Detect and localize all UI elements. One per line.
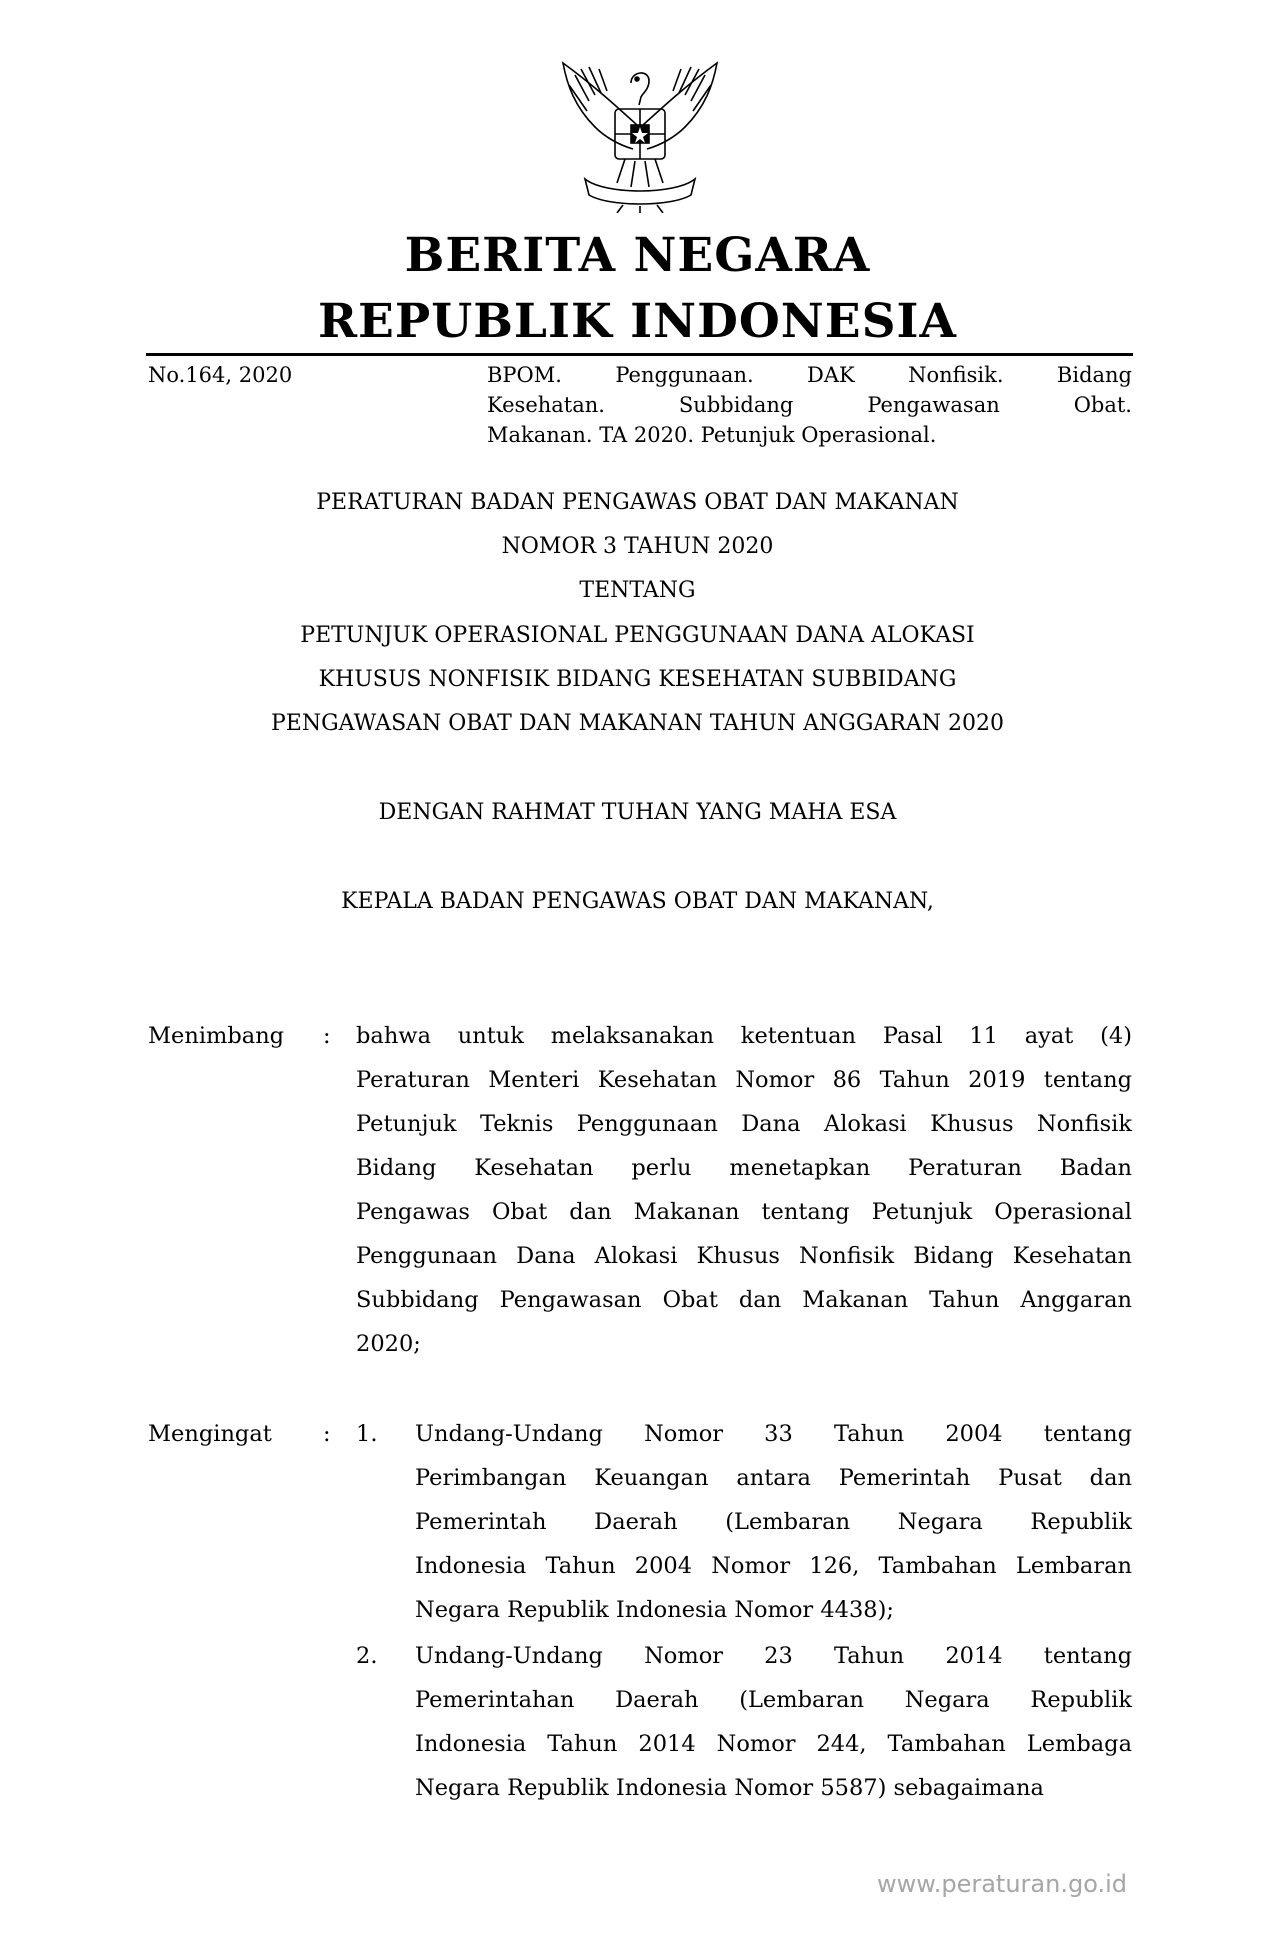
mengingat-item-2 — [415, 1634, 1132, 1810]
regulation-about-label: TENTANG — [579, 578, 696, 603]
regulation-heading: PERATURAN BADAN PENGAWAS OBAT DAN MAKANAN — [316, 490, 959, 515]
mengingat-item-line: Undang-Undang Nomor 33 Tahun 2004 tentang — [415, 1421, 1132, 1447]
mengingat-item-line: Negara Republik Indonesia Nomor 5587) sebagaimana — [415, 1775, 1044, 1801]
menimbang-line: Penggunaan Dana Alokasi Khusus Nonfisik Bidang Kesehatan — [356, 1243, 1132, 1269]
regulation-title-line: KHUSUS NONFISIK BIDANG KESEHATAN SUBBIDANG — [318, 667, 957, 692]
masthead-divider — [146, 353, 1133, 356]
mengingat-item-line: Perimbangan Keuangan antara Pemerintah Pusat dan — [415, 1465, 1132, 1491]
issue-subject-line: BPOM. Penggunaan. DAK Nonfisik. Bidang — [487, 363, 1132, 387]
mengingat-label: Mengingat — [148, 1421, 272, 1447]
masthead-title-line1: BERITA NEGARA — [404, 228, 871, 283]
issue-subject-line: Makanan. TA 2020. Petunjuk Operasional. — [487, 423, 937, 447]
garuda-pancasila-emblem-icon — [545, 55, 735, 213]
issue-number: No.164, 2020 — [148, 363, 293, 387]
menimbang-text — [356, 1014, 1132, 1366]
mengingat-item-line: Indonesia Tahun 2004 Nomor 126, Tambahan Lembaran — [415, 1553, 1132, 1579]
menimbang-line: Bidang Kesehatan perlu menetapkan Peraturan Badan — [356, 1155, 1132, 1181]
mengingat-item-1 — [415, 1412, 1132, 1632]
mengingat-item-line: Pemerintahan Daerah (Lembaran Negara Republik — [415, 1687, 1132, 1713]
menimbang-line: Peraturan Menteri Kesehatan Nomor 86 Tahun 2019 tentang — [356, 1067, 1132, 1093]
menimbang-line: Pengawas Obat dan Makanan tentang Petunjuk Operasional — [356, 1199, 1132, 1225]
mengingat-colon: : — [323, 1421, 331, 1447]
mengingat-item-number: 2. — [356, 1643, 378, 1669]
mengingat-item-line: Undang-Undang Nomor 23 Tahun 2014 tentang — [415, 1643, 1132, 1669]
mengingat-item-line: Pemerintah Daerah (Lembaran Negara Republik — [415, 1509, 1132, 1535]
mengingat-item-line: Negara Republik Indonesia Nomor 4438); — [415, 1597, 894, 1623]
issue-subject-line: Kesehatan. Subbidang Pengawasan Obat. — [487, 393, 1132, 417]
mengingat-item-number: 1. — [356, 1421, 378, 1447]
menimbang-colon: : — [323, 1023, 331, 1049]
menimbang-label: Menimbang — [148, 1023, 285, 1049]
regulation-title-line: PENGAWASAN OBAT DAN MAKANAN TAHUN ANGGARAN 2020 — [270, 711, 1005, 736]
authority-line: KEPALA BADAN PENGAWAS OBAT DAN MAKANAN, — [341, 889, 934, 914]
invocation: DENGAN RAHMAT TUHAN YANG MAHA ESA — [378, 800, 897, 825]
menimbang-line: Subbidang Pengawasan Obat dan Makanan Tahun Anggaran — [356, 1287, 1132, 1313]
issue-subject — [487, 360, 1132, 450]
menimbang-line: Petunjuk Teknis Penggunaan Dana Alokasi Khusus Nonfisik — [356, 1111, 1132, 1137]
mengingat-item-line: Indonesia Tahun 2014 Nomor 244, Tambahan Lembaga — [415, 1731, 1132, 1757]
masthead-title-line2: REPUBLIK INDONESIA — [317, 294, 957, 349]
menimbang-line: 2020; — [356, 1331, 421, 1357]
regulation-title-line: PETUNJUK OPERASIONAL PENGGUNAAN DANA ALOKASI — [300, 623, 975, 648]
footer-url: www.peraturan.go.id — [877, 1870, 1127, 1898]
regulation-number: NOMOR 3 TAHUN 2020 — [501, 534, 774, 559]
menimbang-line: bahwa untuk melaksanakan ketentuan Pasal 11 ayat (4) — [356, 1023, 1132, 1049]
